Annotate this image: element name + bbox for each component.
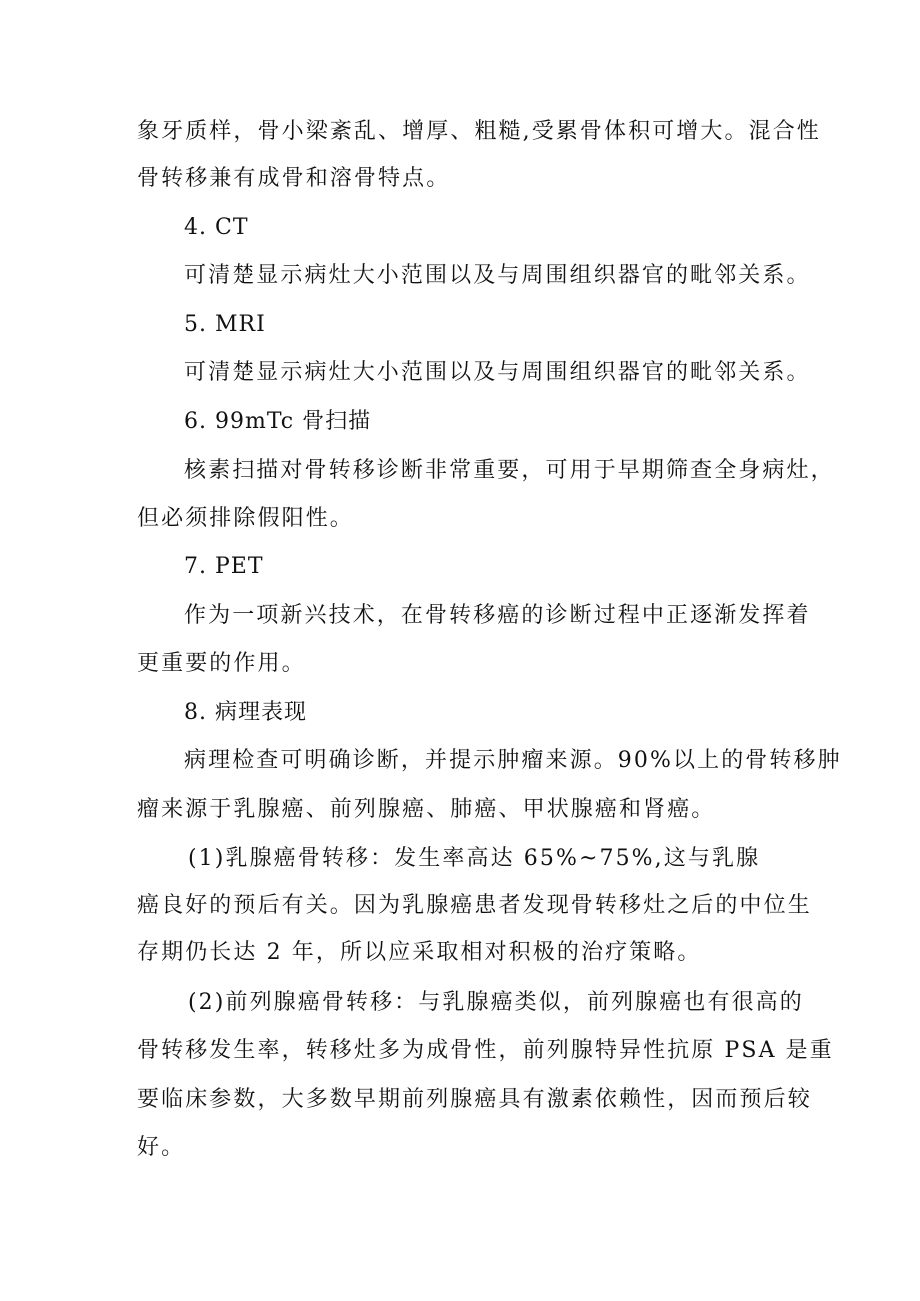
- section-heading-ct: 4. CT: [184, 215, 249, 240]
- paragraph-line: 但必须排除假阳性。: [137, 506, 354, 531]
- paragraph-line: 骨转移兼有成骨和溶骨特点。: [137, 166, 451, 191]
- paragraph-line: 象牙质样，骨小梁紊乱、增厚、粗糙,受累骨体积可增大。混合性: [137, 119, 821, 144]
- paragraph-line: 存期仍长达 2 年，所以应采取相对积极的治疗策略。: [137, 940, 702, 965]
- paragraph-line: (1)乳腺癌骨转移：发生率高达 65%~75%,这与乳腺: [188, 846, 761, 871]
- section-heading-mri: 5. MRI: [184, 312, 266, 337]
- paragraph-line: 骨转移发生率，转移灶多为成骨性，前列腺特异性抗原 PSA 是重: [137, 1038, 834, 1063]
- paragraph-line: (2)前列腺癌骨转移：与乳腺癌类似，前列腺癌也有很高的: [188, 990, 804, 1015]
- section-heading-pathology: 8. 病理表现: [184, 700, 307, 725]
- paragraph-line: 瘤来源于乳腺癌、前列腺癌、肺癌、甲状腺癌和肾癌。: [137, 797, 716, 822]
- paragraph-line: 核素扫描对骨转移诊断非常重要，可用于早期筛查全身病灶，: [184, 458, 835, 483]
- paragraph-line: 更重要的作用。: [137, 651, 306, 676]
- paragraph-line: 可清楚显示病灶大小范围以及与周围组织器官的毗邻关系。: [184, 360, 811, 385]
- paragraph-line: 好。: [137, 1135, 186, 1160]
- section-heading-bone-scan: 6. 99mTc 骨扫描: [184, 409, 372, 434]
- section-heading-pet: 7. PET: [184, 554, 264, 579]
- paragraph-line: 病理检查可明确诊断，并提示肿瘤来源。90%以上的骨转移肿: [184, 748, 842, 773]
- paragraph-line: 要临床参数，大多数早期前列腺癌具有激素依赖性，因而预后较: [137, 1087, 812, 1112]
- paragraph-line: 癌良好的预后有关。因为乳腺癌患者发现骨转移灶之后的中位生: [137, 893, 812, 918]
- paragraph-line: 作为一项新兴技术，在骨转移癌的诊断过程中正逐渐发挥着: [184, 603, 811, 628]
- paragraph-line: 可清楚显示病灶大小范围以及与周围组织器官的毗邻关系。: [184, 263, 811, 288]
